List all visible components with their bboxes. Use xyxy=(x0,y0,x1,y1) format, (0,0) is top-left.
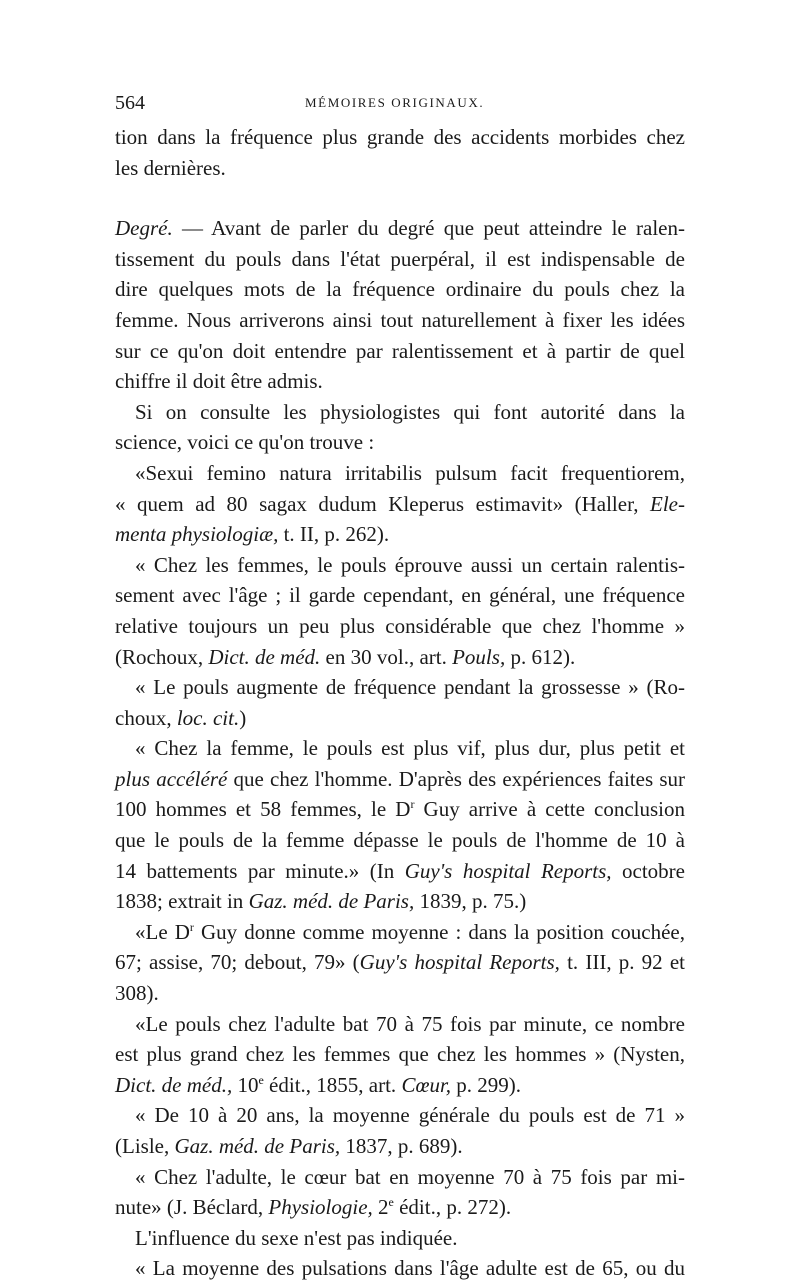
text-line: menta physiologiæ, t. II, p. 262). xyxy=(115,522,390,547)
text-line: « Chez les femmes, le pouls éprouve aussi un certain ralentis- xyxy=(135,552,685,577)
text-line: L'influence du sexe n'est pas indiquée. xyxy=(135,1225,458,1250)
quotation-rochoux-2 xyxy=(115,672,685,733)
text-line: «Sexui femino natura irritabilis pulsum facit frequentiorem, xyxy=(135,460,685,485)
text-line: que le pouls de la femme dépasse le pouls de l'homme de 10 à xyxy=(115,828,685,853)
text-line: sur ce qu'on doit entendre par ralentissement et à partir de quel xyxy=(115,338,685,363)
text-line: tissement du pouls dans l'état puerpéral, il est indispensable de xyxy=(115,246,685,271)
quotation-guy-2 xyxy=(115,917,685,1009)
text-line: « De 10 à 20 ans, la moyenne générale du pouls est de 71 » xyxy=(135,1103,685,1128)
text-line: relative toujours un peu plus considérable que chez l'homme » xyxy=(115,613,685,638)
quotation-haller xyxy=(115,458,685,550)
text-line: science, voici ce qu'on trouve : xyxy=(115,430,375,455)
text-line: «Le pouls chez l'adulte bat 70 à 75 fois par minute, ce nombre xyxy=(135,1011,685,1036)
paragraph xyxy=(115,1223,685,1254)
body-text xyxy=(115,122,685,1284)
book-page xyxy=(115,92,685,1284)
text-line: les dernières. xyxy=(115,155,226,180)
page-number: 564 xyxy=(115,92,145,114)
text-line: Dict. de méd., 10e édit., 1855, art. Cœur, p. 299). xyxy=(115,1072,522,1097)
text-line: « La moyenne des pulsations dans l'âge adulte est de 65, ou du xyxy=(135,1256,685,1281)
text-line: choux, loc. cit.) xyxy=(115,705,247,730)
text-line: (Lisle, Gaz. méd. de Paris, 1837, p. 689). xyxy=(115,1134,463,1158)
text-line: chiffre il doit être admis. xyxy=(115,369,323,394)
text-line: «Le $D^r$ Guy donne comme moyenne : dans la position couchée, xyxy=(135,919,685,944)
text-line: « Chez l'adulte, le cœur bat en moyenne 70 à 75 fois par mi- xyxy=(135,1164,685,1189)
text-line: 100 hommes et 58 femmes, le $D^r$ Guy arrive à cette conclusion xyxy=(115,797,685,822)
text-line: 308). xyxy=(115,981,159,1006)
text-line: 67; assise, 70; debout, 79» (Guy's hospital Reports, t. III, p. 92 et xyxy=(115,950,685,975)
text-line: tion dans la fréquence plus grande des accidents morbides chez xyxy=(115,125,685,149)
text-line: est plus grand chez les femmes que chez les hommes » (Nysten, xyxy=(115,1042,685,1067)
text-line: « Le pouls augmente de fréquence pendant la grossesse » (Ro- xyxy=(135,675,685,700)
text-line: (Rochoux, Dict. de méd. en 30 vol., art. Pouls, p. 612). xyxy=(115,644,576,669)
quotation-rochoux xyxy=(115,550,685,672)
text-line: « Chez la femme, le pouls est plus vif, plus dur, plus petit et xyxy=(135,736,685,761)
text-line: plus accéléré que chez l'homme. D'après des expériences faites sur xyxy=(115,766,685,791)
text-line: 14 battements par minute.» (In Guy's hospital Reports, octobre xyxy=(115,858,685,883)
text-line: nute» (J. Béclard, Physiologie, 2e édit., p. 272). xyxy=(115,1195,512,1220)
quotation-final xyxy=(115,1253,685,1284)
paragraph xyxy=(115,122,685,183)
text-line: Degré. — Avant de parler du degré que peut atteindre le ralen- xyxy=(115,216,685,241)
text-line: sement avec l'âge ; il garde cependant, en général, une fréquence xyxy=(115,583,685,608)
text-line: femme. Nous arriverons ainsi tout naturellement à fixer les idées xyxy=(115,307,685,332)
running-head xyxy=(115,92,685,122)
quotation-guy xyxy=(115,733,685,917)
quotation-nysten xyxy=(115,1009,685,1101)
text-line: 1838; extrait in Gaz. méd. de Paris, 1839, p. 75.) xyxy=(115,889,527,914)
quotation-beclard xyxy=(115,1162,685,1223)
section-lead: Degré. xyxy=(115,216,173,241)
paragraph-degre xyxy=(115,213,685,397)
quotation-lisle xyxy=(115,1100,685,1161)
text-line: « quem ad 80 sagax dudum Kleperus estimavit» (Haller, Ele- xyxy=(115,491,685,516)
text-line: dire quelques mots de la fréquence ordinaire du pouls chez la xyxy=(115,277,685,302)
running-title: MÉMOIRES ORIGINAUX. xyxy=(305,95,485,110)
paragraph xyxy=(115,397,685,458)
text-line: Si on consulte les physiologistes qui font autorité dans la xyxy=(135,399,685,424)
